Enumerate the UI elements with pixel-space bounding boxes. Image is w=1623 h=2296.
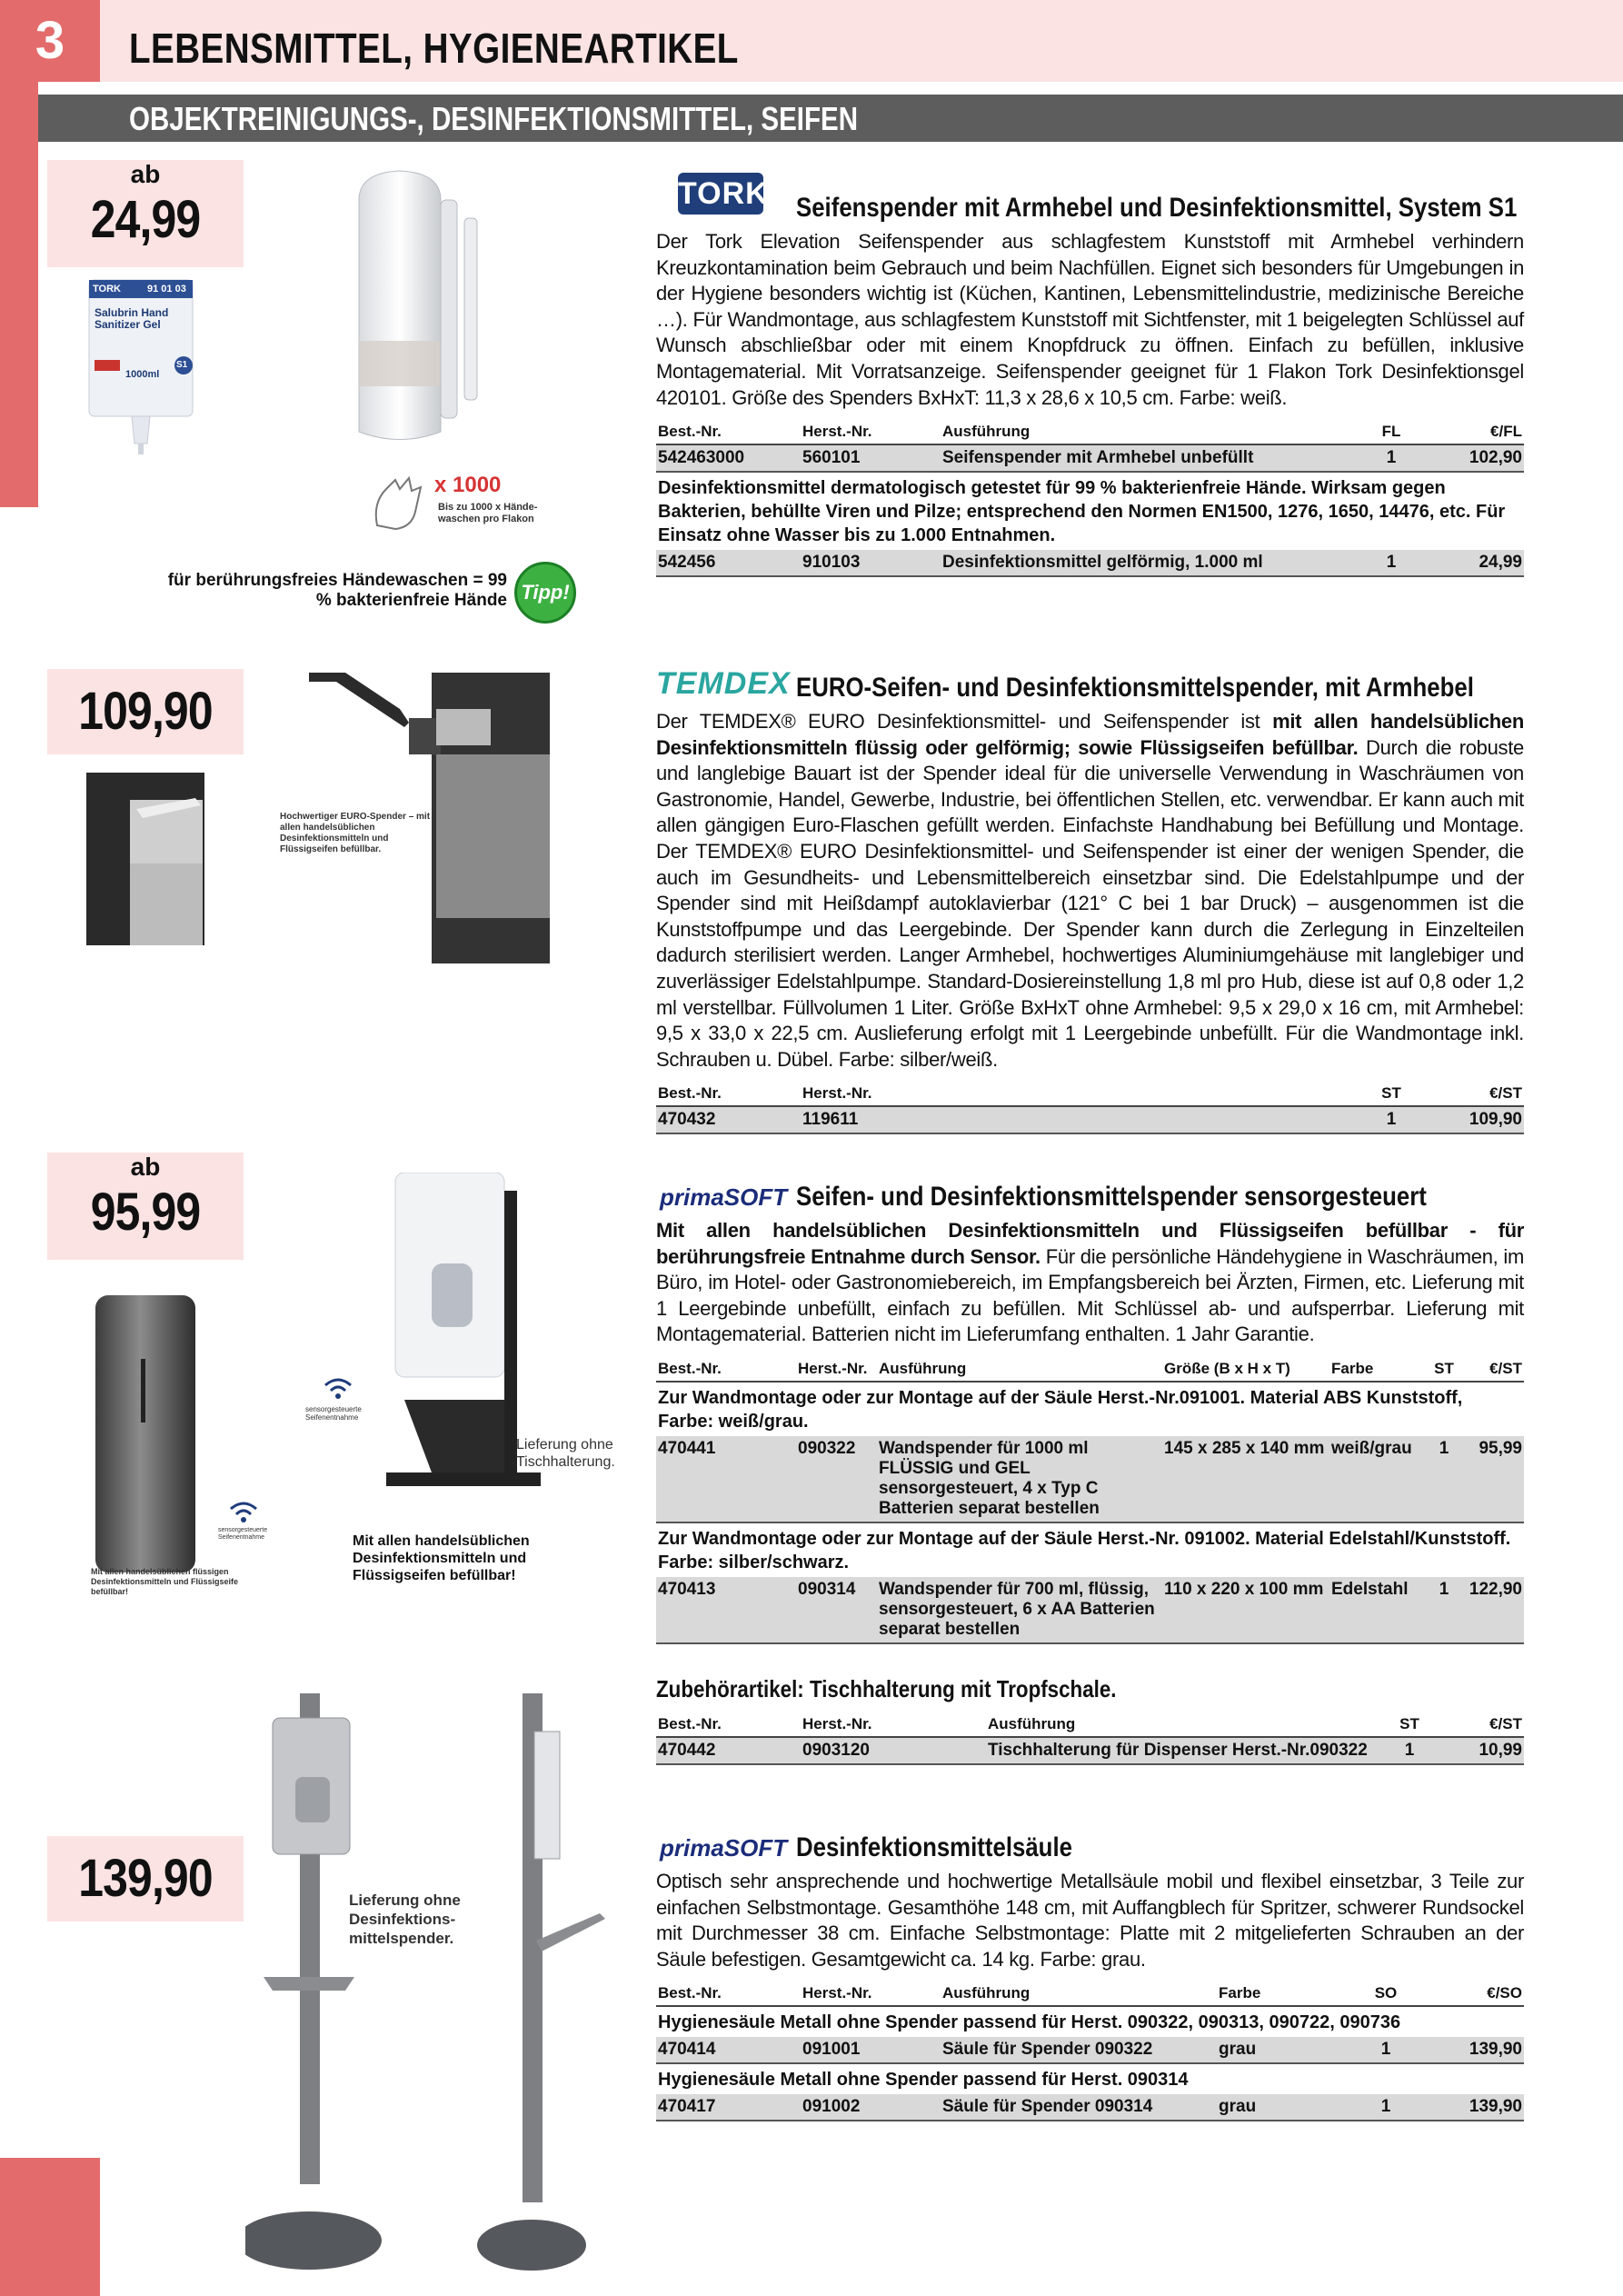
product-description — [656, 709, 1524, 1073]
column-caption: Lieferung ohne Desinfektions-mittelspender. — [349, 1892, 461, 1947]
cell-ausfuehrung: Desinfektionsmittel gelförmig, 1.000 ml — [941, 550, 1362, 576]
desc-part: Der TEMDEX® EURO Desinfektionsmittel- und Seifenspender ist — [656, 710, 1273, 733]
product-block-4 — [656, 1832, 1524, 2121]
th-bestnr: Best.-Nr. — [656, 1982, 801, 2006]
th-herstnr: Herst.-Nr. — [801, 420, 941, 444]
cell-qty: 1 — [1424, 1577, 1464, 1643]
th-bestnr: Best.-Nr. — [656, 1357, 796, 1382]
th-price: €/ST — [1439, 1712, 1524, 1737]
product-title: Seifenspender mit Armhebel und Desinfektionsmittel, System S1 — [796, 193, 1518, 223]
tipp-badge: Tipp! — [514, 562, 576, 624]
x1000-label: x 1000 — [434, 473, 502, 497]
th-ausfuehrung: Ausführung — [986, 1712, 1380, 1737]
price-box-p1 — [47, 160, 244, 267]
th-farbe: Farbe — [1329, 1357, 1424, 1382]
tipp-text: für berührungsfreies Händewaschen = 99 % bakterienfreie Hände — [167, 571, 507, 610]
th-ausfuehrung: Ausführung — [877, 1357, 1162, 1382]
th-herstnr: Herst.-Nr. — [801, 1712, 986, 1737]
th-bestnr: Best.-Nr. — [656, 1712, 801, 1737]
th-groesse: Größe (B x H x T) — [1162, 1357, 1329, 1382]
temdex-caption: Hochwertiger EURO-Spender – mit allen handelsüblichen Desinfektionsmitteln und Flüssigseifen befüllbar. — [280, 812, 431, 854]
desc-bold: mit allen handelsüblichen Desinfektionsmitteln flüssig oder gelförmig; sowie Flüssigseifen befüllbar. — [656, 710, 1524, 759]
cell-bestnr: 470442 — [656, 1737, 801, 1764]
product-description: Der Tork Elevation Seifenspender aus schlagfestem Kunststoff mit Armhebel verhindern Kreuzkontamination beim Gebrauch und beim Nachfüllen. Eignet sich besonders für Umgebungen in der Hygiene besonders wichtig ist (Küchen, Kantinen, Lebensmittelindustrie, medizinische Bereiche …). Für Wandmontage, aus schlagfestem Kunststoff mit Sichtfenster, mit 1 beigelegten Schlüssel auf Wunsch abschließbar oder mit einem Knopfdruck zu öffnen. Einfach zu befüllen, inklusive Montagematerial. Mit Vorratsanzeige. Seifenspender geeignet für 1 Flakon Tork Desinfektionsgel 420101. Größe des Spenders BxHxT: 11,3 x 28,6 x 10,5 cm. Farbe: weiß. — [656, 230, 1524, 409]
th-herstnr: Herst.-Nr. — [801, 1082, 1362, 1106]
cell-qty: 1 — [1362, 550, 1420, 576]
cell-bestnr: 470413 — [656, 1577, 796, 1643]
bottle-system: S1 — [176, 360, 188, 370]
desc-part: Durch die robuste und langlebige Bauart ist der Spender ideal für die universelle Verwendung in Waschräumen von Gastronomie, Handel, Gewerbe, Industrie, bei öffentlichen Stellen, etc. verwendbar. Er kann auch mit allen gängigen Euro-Flaschen gefüllt werden. Einfachste Handhabung bei Befüllung und Montage. Der TEMDEX® EURO Desinfektionsmittel- und Seifenspender ist einer der wenigen Spender, die auch im Gesundheits- und Lebensmittelbereich einsetzbar sind. Die Edelstahlpumpe und der Spender sind mit Heißdampf autoklavierbar (121° C bei 1 bar Druck) – ausgenommen ist die Kunststoffpumpe und das Leergebinde. Der Spender kann durch die Zerlegung in Einzelteilen dadurch sterilisiert werden. Langer Armhebel, hochwertiges Aluminiumgehäuse mit langlebiger und zuverlässiger Edelstahlpumpe. Standard-Dosiereinstellung 1,8 ml pro Hub, diese ist auf 0,8 oder 1,2 ml verstellbar. Füllvolumen 1 Liter. Größe BxHxT ohne Armhebel: 9,5 x 29,0 x 16 cm, mit Armhebel: 9,5 x 33,0 x 22,5 cm. Auslieferung erfolgt mit 1 Leergebinde unbefüllt. Für die Wandmontage inkl. Schrauben u. Dübel. Farbe: silber/weiß. — [656, 735, 1524, 1071]
cell-qty: 1 — [1362, 444, 1420, 472]
cell-bestnr: 542463000 — [656, 444, 801, 472]
product-description — [656, 1218, 1524, 1348]
th-price: €/FL — [1420, 420, 1524, 444]
product-block-1 — [656, 162, 1524, 577]
cell-price: 102,90 — [1420, 444, 1524, 472]
cell-bestnr: 470441 — [656, 1436, 796, 1522]
desc-bold: Mit allen handelsüblichen Desinfektionsmitteln und Flüssigseifen befüllbar - für berührungsfreie Entnahme durch Sensor. — [656, 1219, 1524, 1268]
bottle-brand: TORK — [93, 284, 121, 294]
table-row — [656, 2037, 1524, 2063]
table-row — [656, 1436, 1524, 1522]
white-dispenser-caption: Mit allen handelsüblichen Desinfektionsmitteln und Flüssigseifen befüllbar! — [353, 1533, 530, 1583]
cell-qty: 1 — [1424, 1436, 1464, 1522]
cell-herstnr: 091001 — [801, 2037, 941, 2063]
table-note: Hygienesäule Metall ohne Spender passend für Herst. 090314 — [658, 2070, 1189, 2091]
cell-qty: 1 — [1362, 1106, 1420, 1133]
price-value: 109,90 — [78, 682, 213, 741]
accessory-title: Zubehörartikel: Tischhalterung mit Tropfschale. — [656, 1674, 1117, 1702]
temdex-logo: TEMDEX — [656, 666, 791, 701]
tork-dispenser-image — [332, 164, 495, 454]
price-value: 24,99 — [90, 190, 201, 249]
column-with-dispenser-image — [245, 1686, 427, 2281]
cell-bestnr: 470414 — [656, 2037, 801, 2063]
primasoft-logo: primaSOFT — [660, 1183, 788, 1211]
cell-ausfuehrung: Wandspender für 1000 ml FLÜSSIG und GEL sensorgesteuert, 4 x Typ C Batterien separat bestellen — [877, 1436, 1162, 1522]
table-note: Zur Wandmontage oder zur Montage auf der Säule Herst.-Nr.091001. Material ABS Kunststoff, Farbe: weiß/grau. — [658, 1387, 1463, 1432]
cell-bestnr: 470417 — [656, 2094, 801, 2121]
hand-wash-icon — [368, 471, 432, 534]
product-block-2 — [656, 673, 1524, 1134]
th-price: €/SO — [1415, 1982, 1524, 2006]
cell-qty: 1 — [1380, 1737, 1439, 1764]
product-table-3 — [656, 1357, 1524, 1644]
table-note: Zur Wandmontage oder zur Montage auf der Säule Herst.-Nr. 091002. Material Edelstahl/Kunststoff. Farbe: silber/schwarz. — [658, 1528, 1511, 1572]
table-row — [656, 550, 1524, 576]
cell-ausfuehrung: Seifenspender mit Armhebel unbefüllt — [941, 444, 1362, 472]
th-unit: ST — [1424, 1357, 1464, 1382]
price-prefix: ab — [130, 1153, 161, 1181]
page-subtitle: OBJEKTREINIGUNGS-, DESINFEKTIONSMITTEL, SEIFEN — [129, 100, 859, 137]
th-price: €/ST — [1420, 1082, 1524, 1106]
price-value: 139,90 — [78, 1849, 213, 1908]
cell-ausfuehrung: Tischhalterung für Dispenser Herst.-Nr.090322 — [986, 1737, 1380, 1764]
th-unit: SO — [1357, 1982, 1415, 2006]
th-unit: FL — [1362, 420, 1420, 444]
th-herstnr: Herst.-Nr. — [801, 1982, 941, 2006]
th-unit: ST — [1362, 1082, 1420, 1106]
cell-ausfuehrung: Wandspender für 700 ml, flüssig, sensorgesteuert, 6 x AA Batterien separat bestellen — [877, 1577, 1162, 1643]
cell-farbe: Edelstahl — [1329, 1577, 1424, 1643]
th-farbe: Farbe — [1217, 1982, 1357, 2006]
temdex-detail-image — [86, 773, 204, 945]
bottle-label: Salubrin Hand Sanitizer Gel — [95, 306, 169, 331]
cell-price: 139,90 — [1415, 2094, 1524, 2121]
price-value: 95,99 — [90, 1183, 201, 1242]
cell-herstnr: 910103 — [801, 550, 941, 576]
cell-ausfuehrung: Säule für Spender 090314 — [941, 2094, 1217, 2121]
sensor-caption: sensorgesteuerte Seifenentnahme — [218, 1527, 268, 1541]
steel-dispenser-caption: Mit allen handelsüblichen flüssigen Desinfektionsmitteln und Flüssigseife befüllbar! — [91, 1567, 239, 1596]
product-title: Desinfektionsmittelsäule — [796, 1832, 1072, 1862]
cell-bestnr: 542456 — [656, 550, 801, 576]
th-bestnr: Best.-Nr. — [656, 420, 801, 444]
cell-price: 95,99 — [1464, 1436, 1524, 1522]
no-table-holder-caption: Lieferung ohne Tischhalterung. — [516, 1437, 615, 1470]
cell-price: 10,99 — [1439, 1737, 1524, 1764]
th-ausfuehrung: Ausführung — [941, 1982, 1217, 2006]
th-bestnr: Best.-Nr. — [656, 1082, 801, 1106]
steel-dispenser-image — [86, 1286, 286, 1595]
left-accent-strip — [0, 82, 38, 507]
primasoft-logo: primaSOFT — [660, 1834, 788, 1862]
cell-groesse: 110 x 220 x 100 mm — [1162, 1577, 1329, 1643]
cell-bestnr: 470432 — [656, 1106, 801, 1133]
cell-herstnr: 560101 — [801, 444, 941, 472]
cell-qty: 1 — [1357, 2094, 1415, 2121]
price-box-p4 — [47, 1836, 244, 1922]
cell-price: 24,99 — [1420, 550, 1524, 576]
table-row — [656, 2094, 1524, 2121]
table-row — [656, 1106, 1524, 1133]
table-row — [656, 1737, 1524, 1764]
sensor-icon — [225, 1498, 262, 1523]
price-box-p2 — [47, 669, 244, 754]
cell-herstnr: 090314 — [796, 1577, 877, 1643]
page-number: 3 — [0, 0, 100, 82]
page-title: LEBENSMITTEL, HYGIENEARTIKEL — [129, 25, 739, 72]
cell-herstnr: 090322 — [796, 1436, 877, 1522]
th-unit: ST — [1380, 1712, 1439, 1737]
bottom-accent-tab — [0, 2158, 100, 2296]
product-table-1 — [656, 420, 1524, 577]
bottle-code: 91 01 03 — [147, 284, 186, 294]
cell-herstnr: 119611 — [801, 1106, 1362, 1133]
cell-herstnr: 0903120 — [801, 1737, 986, 1764]
product-table-2 — [656, 1082, 1524, 1134]
table-note: Hygienesäule Metall ohne Spender passend für Herst. 090322, 090313, 090722, 090736 — [658, 2012, 1401, 2033]
th-ausfuehrung: Ausführung — [941, 420, 1362, 444]
product-title: Seifen- und Desinfektionsmittelspender sensorgesteuert — [796, 1182, 1427, 1212]
sensor-icon — [320, 1374, 356, 1400]
column-without-dispenser-image — [454, 1686, 636, 2281]
table-row — [656, 444, 1524, 472]
cell-ausfuehrung: Säule für Spender 090322 — [941, 2037, 1217, 2063]
desc-part: Für die persönliche Händehygiene in Waschräumen, im Büro, im Hotel- oder Gastronomiebereich, im Empfangsbereich bei Ärzten, Firmen, etc. Lieferung mit 1 Leergebinde unbefüllt, einfach zu befüllen. Mit Schlüssel ab- und aufsperrbar. Lieferung mit Montagematerial. Batterien nicht im Lieferumfang enthalten. 1 Jahr Garantie. — [656, 1244, 1524, 1346]
bottle-volume: 1000ml — [125, 369, 160, 380]
price-box-p3 — [47, 1153, 244, 1260]
product-block-3 — [656, 1182, 1524, 1765]
temdex-dispenser-image — [273, 654, 573, 963]
th-price: €/ST — [1464, 1357, 1524, 1382]
accessory-table — [656, 1712, 1524, 1765]
sensor-caption: sensorgesteuerte Seifenentnahme — [305, 1405, 362, 1422]
price-prefix: ab — [130, 160, 161, 188]
cell-price: 122,90 — [1464, 1577, 1524, 1643]
cell-herstnr: 091002 — [801, 2094, 941, 2121]
x1000-caption: Bis zu 1000 x Hände-waschen pro Flakon — [438, 502, 538, 524]
product-title: EURO-Seifen- und Desinfektionsmittelspender, mit Armhebel — [796, 673, 1474, 703]
cell-farbe: grau — [1217, 2037, 1357, 2063]
cell-groesse: 145 x 285 x 140 mm — [1162, 1436, 1329, 1522]
cell-qty: 1 — [1357, 2037, 1415, 2063]
table-note: Desinfektionsmittel dermatologisch getestet für 99 % bakterienfreie Hände. Wirksam gegen Bakterien, behüllte Viren und Pilze; entsprechend den Normen EN1500, 1276, 1650, 14476, etc. Für Einsatz ohne Wasser bis zu 1.000 Entnahmen. — [658, 478, 1506, 546]
product-description: Optisch sehr ansprechende und hochwertige Metallsäule mobil und flexibel einsetzbar, 3 Teile zur einfachen Selbstmontage. Gesamthöhe 148 cm, mit Auffangblech für Spritzer, schwerer Rundsockel mit Durchmesser 38 cm. Einfache Selbstmontage: Platte mit 2 mitgelieferten Schrauben an der Säule befestigen. Gesamtgewicht ca. 14 kg. Farbe: grau. — [656, 1870, 1524, 1971]
tork-logo: TORK — [678, 173, 763, 215]
product-table-4 — [656, 1982, 1524, 2121]
cell-price: 139,90 — [1415, 2037, 1524, 2063]
table-row — [656, 1577, 1524, 1643]
th-herstnr: Herst.-Nr. — [796, 1357, 877, 1382]
cell-farbe: grau — [1217, 2094, 1357, 2121]
cell-price: 109,90 — [1420, 1106, 1524, 1133]
cell-farbe: weiß/grau — [1329, 1436, 1424, 1522]
